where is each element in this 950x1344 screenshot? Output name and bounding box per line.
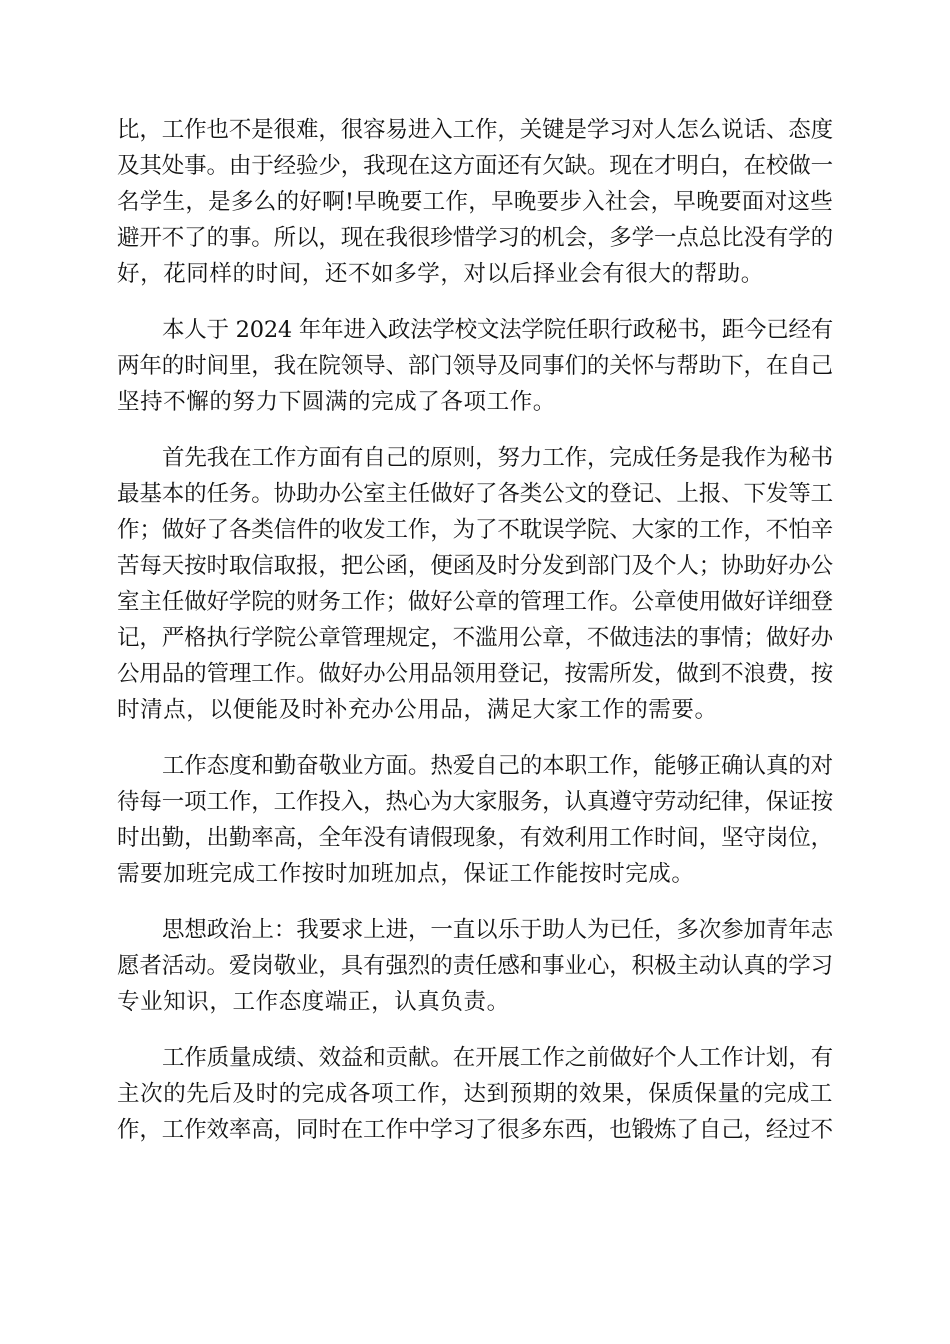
text-line: 作；做好了各类信件的收发工作，为了不耽误学院、大家的工作，不怕辛 (117, 517, 833, 543)
text-line: 两年的时间里，我在院领导、部门领导及同事们的关怀与帮助下，在自己 (117, 353, 833, 379)
paragraph-work-attitude (117, 748, 833, 892)
text-line: 比，工作也不是很难，很容易进入工作，关键是学习对人怎么说话、态度 (117, 117, 833, 143)
document-body (117, 112, 833, 1148)
text-line: 工作态度和勤奋敬业方面。热爱自己的本职工作，能够正确认真的对 (162, 753, 833, 779)
paragraph-work-principles (117, 440, 833, 728)
text-line: 坚持不懈的努力下圆满的完成了各项工作。 (117, 389, 556, 415)
text-line: 避开不了的事。所以，现在我很珍惜学习的机会，多学一点总比没有学的 (117, 225, 833, 251)
text-line: 苦每天按时取信取报，把公函，便函及时分发到部门及个人；协助好办公 (117, 553, 833, 579)
text-line: 好，花同样的时间，还不如多学，对以后择业会有很大的帮助。 (117, 261, 764, 287)
text-line: 本人于 2024 年年进入政法学校文法学院任职行政秘书，距今已经有 (162, 317, 833, 343)
text-line: 作，工作效率高，同时在工作中学习了很多东西，也锻炼了自己，经过不 (117, 1117, 833, 1143)
text-line: 愿者活动。爱岗敬业，具有强烈的责任感和事业心，积极主动认真的学习 (117, 953, 833, 979)
text-line: 主次的先后及时的完成各项工作，达到预期的效果，保质保量的完成工 (117, 1081, 833, 1107)
text-line: 公用品的管理工作。做好办公用品领用登记，按需所发，做到不浪费，按 (117, 661, 833, 687)
paragraph-continuation (117, 112, 833, 292)
paragraph-work-quality (117, 1040, 833, 1148)
text-line: 记，严格执行学院公章管理规定，不滥用公章，不做违法的事情；做好办 (117, 625, 833, 651)
paragraph-political-thought (117, 912, 833, 1020)
text-line: 思想政治上：我要求上进，一直以乐于助人为已任，多次参加青年志 (162, 917, 833, 943)
text-line: 专业知识，工作态度端正，认真负责。 (117, 989, 510, 1015)
text-line: 室主任做好学院的财务工作；做好公章的管理工作。公章使用做好详细登 (117, 589, 833, 615)
text-line: 及其处事。由于经验少，我现在这方面还有欠缺。现在才明白，在校做一 (117, 153, 833, 179)
text-line: 时清点，以便能及时补充办公用品，满足大家工作的需要。 (117, 697, 718, 723)
text-line: 时出勤，出勤率高，全年没有请假现象，有效利用工作时间，坚守岗位， (117, 825, 833, 851)
text-line: 待每一项工作，工作投入，热心为大家服务，认真遵守劳动纪律，保证按 (117, 789, 833, 815)
text-line: 最基本的任务。协助办公室主任做好了各类公文的登记、上报、下发等工 (117, 481, 833, 507)
text-line: 首先我在工作方面有自己的原则，努力工作，完成任务是我作为秘书 (162, 445, 833, 471)
text-line: 名学生，是多么的好啊!早晚要工作，早晚要步入社会，早晚要面对这些 (117, 189, 833, 215)
text-line: 需要加班完成工作按时加班加点，保证工作能按时完成。 (117, 861, 695, 887)
text-line: 工作质量成绩、效益和贡献。在开展工作之前做好个人工作计划，有 (162, 1045, 833, 1071)
paragraph-introduction (117, 312, 833, 420)
